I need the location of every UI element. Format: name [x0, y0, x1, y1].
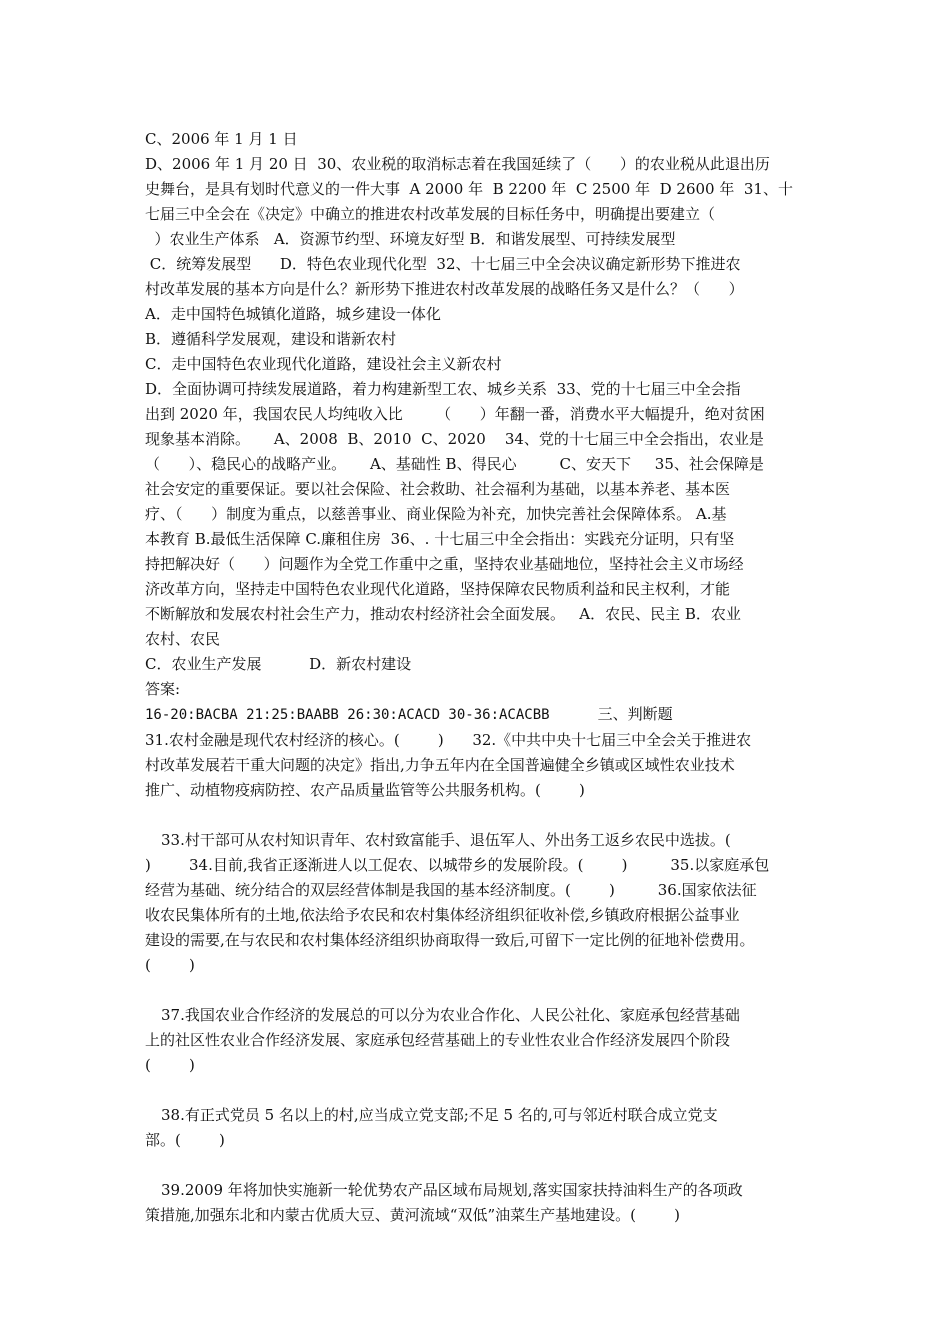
text-line: C．统筹发展型 D．特色农业现代化型 32、十七届三中全会决议确定新形势下推进农: [145, 255, 741, 273]
text-line: 社会安定的重要保证。要以社会保险、社会救助、社会福利为基础，以基本养老、基本医: [145, 480, 731, 498]
text-line: 持把解决好（ ）问题作为全党工作重中之重，坚持农业基础地位，坚持社会主义市场经: [145, 555, 744, 573]
paragraph-gap: [145, 1153, 820, 1178]
question-line: 推广、动植物疫病防控、农产品质量监管等公共服务机构。( ): [145, 781, 585, 799]
question-line: 部。( ): [145, 1131, 225, 1149]
answers-row: [145, 702, 820, 728]
question-line: 收农民集体所有的土地,依法给予农民和农村集体经济组织征收补偿,乡镇政府根据公益事业: [145, 906, 740, 924]
text-line: 七届三中全会在《决定》中确立的推进农村改革发展的目标任务中，明确提出要建立（: [145, 205, 716, 223]
text-line: 现象基本消除。 A、2008 B、2010 C、2020 34、党的十七届三中全会指出，农业是: [145, 430, 764, 448]
text-line: （ ）、稳民心的战略产业。 A、基础性 B、得民心 C、安天下 35、社会保障是: [145, 455, 764, 473]
option-line: B．遵循科学发展观，建设和谐新农村: [145, 330, 397, 348]
question-line: 经营为基础、统分结合的双层经营体制是我国的基本经济制度。( ) 36.国家依法征: [145, 881, 757, 899]
question-line: 策措施,加强东北和内蒙古优质大豆、黄河流域“双低”油菜生产基地建设。( ): [145, 1206, 680, 1224]
text-line: 本教育 B.最低生活保障 C.廉租住房 36、. 十七届三中全会指出：实践充分证明，只有坚: [145, 530, 735, 548]
question-line: 33.村干部可从农村知识青年、农村致富能手、退伍军人、外出务工返乡农民中选拔。(: [161, 831, 731, 849]
option-line: A．走中国特色城镇化道路，城乡建设一体化: [145, 305, 441, 323]
question-line: 上的社区性农业合作经济发展、家庭承包经营基础上的专业性农业合作经济发展四个阶段: [145, 1031, 731, 1049]
text-line: 史舞台，是具有划时代意义的一件大事 A 2000 年 B 2200 年 C 2500 年 D 2600 年 31、十: [145, 180, 793, 198]
question-line: 31.农村金融是现代农村经济的核心。( ) 32.《中共中央十七届三中全会关于推进农: [145, 731, 752, 749]
paragraph-gap: [145, 803, 820, 828]
question-line: ) 34.目前,我省正逐渐进人以工促农、以城带乡的发展阶段。( ) 35.以家庭承包: [145, 856, 770, 874]
text-line: D．全面协调可持续发展道路，着力构建新型工农、城乡关系 33、党的十七届三中全会指: [145, 380, 741, 398]
paragraph-gap: [145, 1078, 820, 1103]
question-line: ( ): [145, 956, 195, 974]
text-line: 农村、农民: [145, 630, 221, 648]
question-line: 37.我国农业合作经济的发展总的可以分为农业合作化、人民公社化、家庭承包经营基础: [161, 1006, 740, 1024]
question-line: 38.有正式党员 5 名以上的村,应当成立党支部;不足 5 名的,可与邻近村联合成立党支: [161, 1106, 718, 1124]
option-line: C．走中国特色农业现代化道路，建设社会主义新农村: [145, 355, 502, 373]
text-line: 村改革发展的基本方向是什么？新形势下推进农村改革发展的战略任务又是什么？（ ）: [145, 280, 744, 298]
text-line: 疗、（ ）制度为重点，以慈善事业、商业保险为补充，加快完善社会保障体系。 A.基: [145, 505, 727, 523]
text-line: 出到 2020 年，我国农民人均纯收入比 （ ）年翻一番，消费水平大幅提升，绝对贫困: [145, 405, 765, 423]
question-line: 村改革发展若干重大问题的决定》指出,力争五年内在全国普遍健全乡镇或区域性农业技术: [145, 756, 735, 774]
question-line: 39.2009 年将加快实施新一轮优势农产品区域布局规划,落实国家扶持油料生产的各项政: [161, 1181, 743, 1199]
option-line: C．农业生产发展 D．新农村建设: [145, 655, 412, 673]
text-line: 济改革方向，坚持走中国特色农业现代化道路，坚持保障农民物质利益和民主权利，才能: [145, 580, 731, 598]
answers-label: 答案:: [145, 680, 181, 698]
question-line: 建设的需要,在与农民和农村集体经济组织协商取得一致后,可留下一定比例的征地补偿费用。: [145, 931, 755, 949]
answer-key: 16-20:BACBA 21:25:BAABB 26:30:ACACD 30-36:ACACBB: [145, 707, 550, 723]
text-line: C、2006 年 1 月 1 日: [145, 130, 298, 148]
text-line: D、2006 年 1 月 20 日 30、农业税的取消标志着在我国延续了（ ）的农业税从此退出历: [145, 155, 770, 173]
question-line: ( ): [145, 1056, 195, 1074]
text-line: 不断解放和发展农村社会生产力，推动农村经济社会全面发展。 A．农民、民主 B．农业: [145, 605, 741, 623]
section-heading: 三、判断题: [597, 705, 673, 723]
text-line: ）农业生产体系 A．资源节约型、环境友好型 B．和谐发展型、可持续发展型: [145, 230, 676, 248]
paragraph-gap: [145, 978, 820, 1003]
document-body: [145, 127, 820, 1228]
